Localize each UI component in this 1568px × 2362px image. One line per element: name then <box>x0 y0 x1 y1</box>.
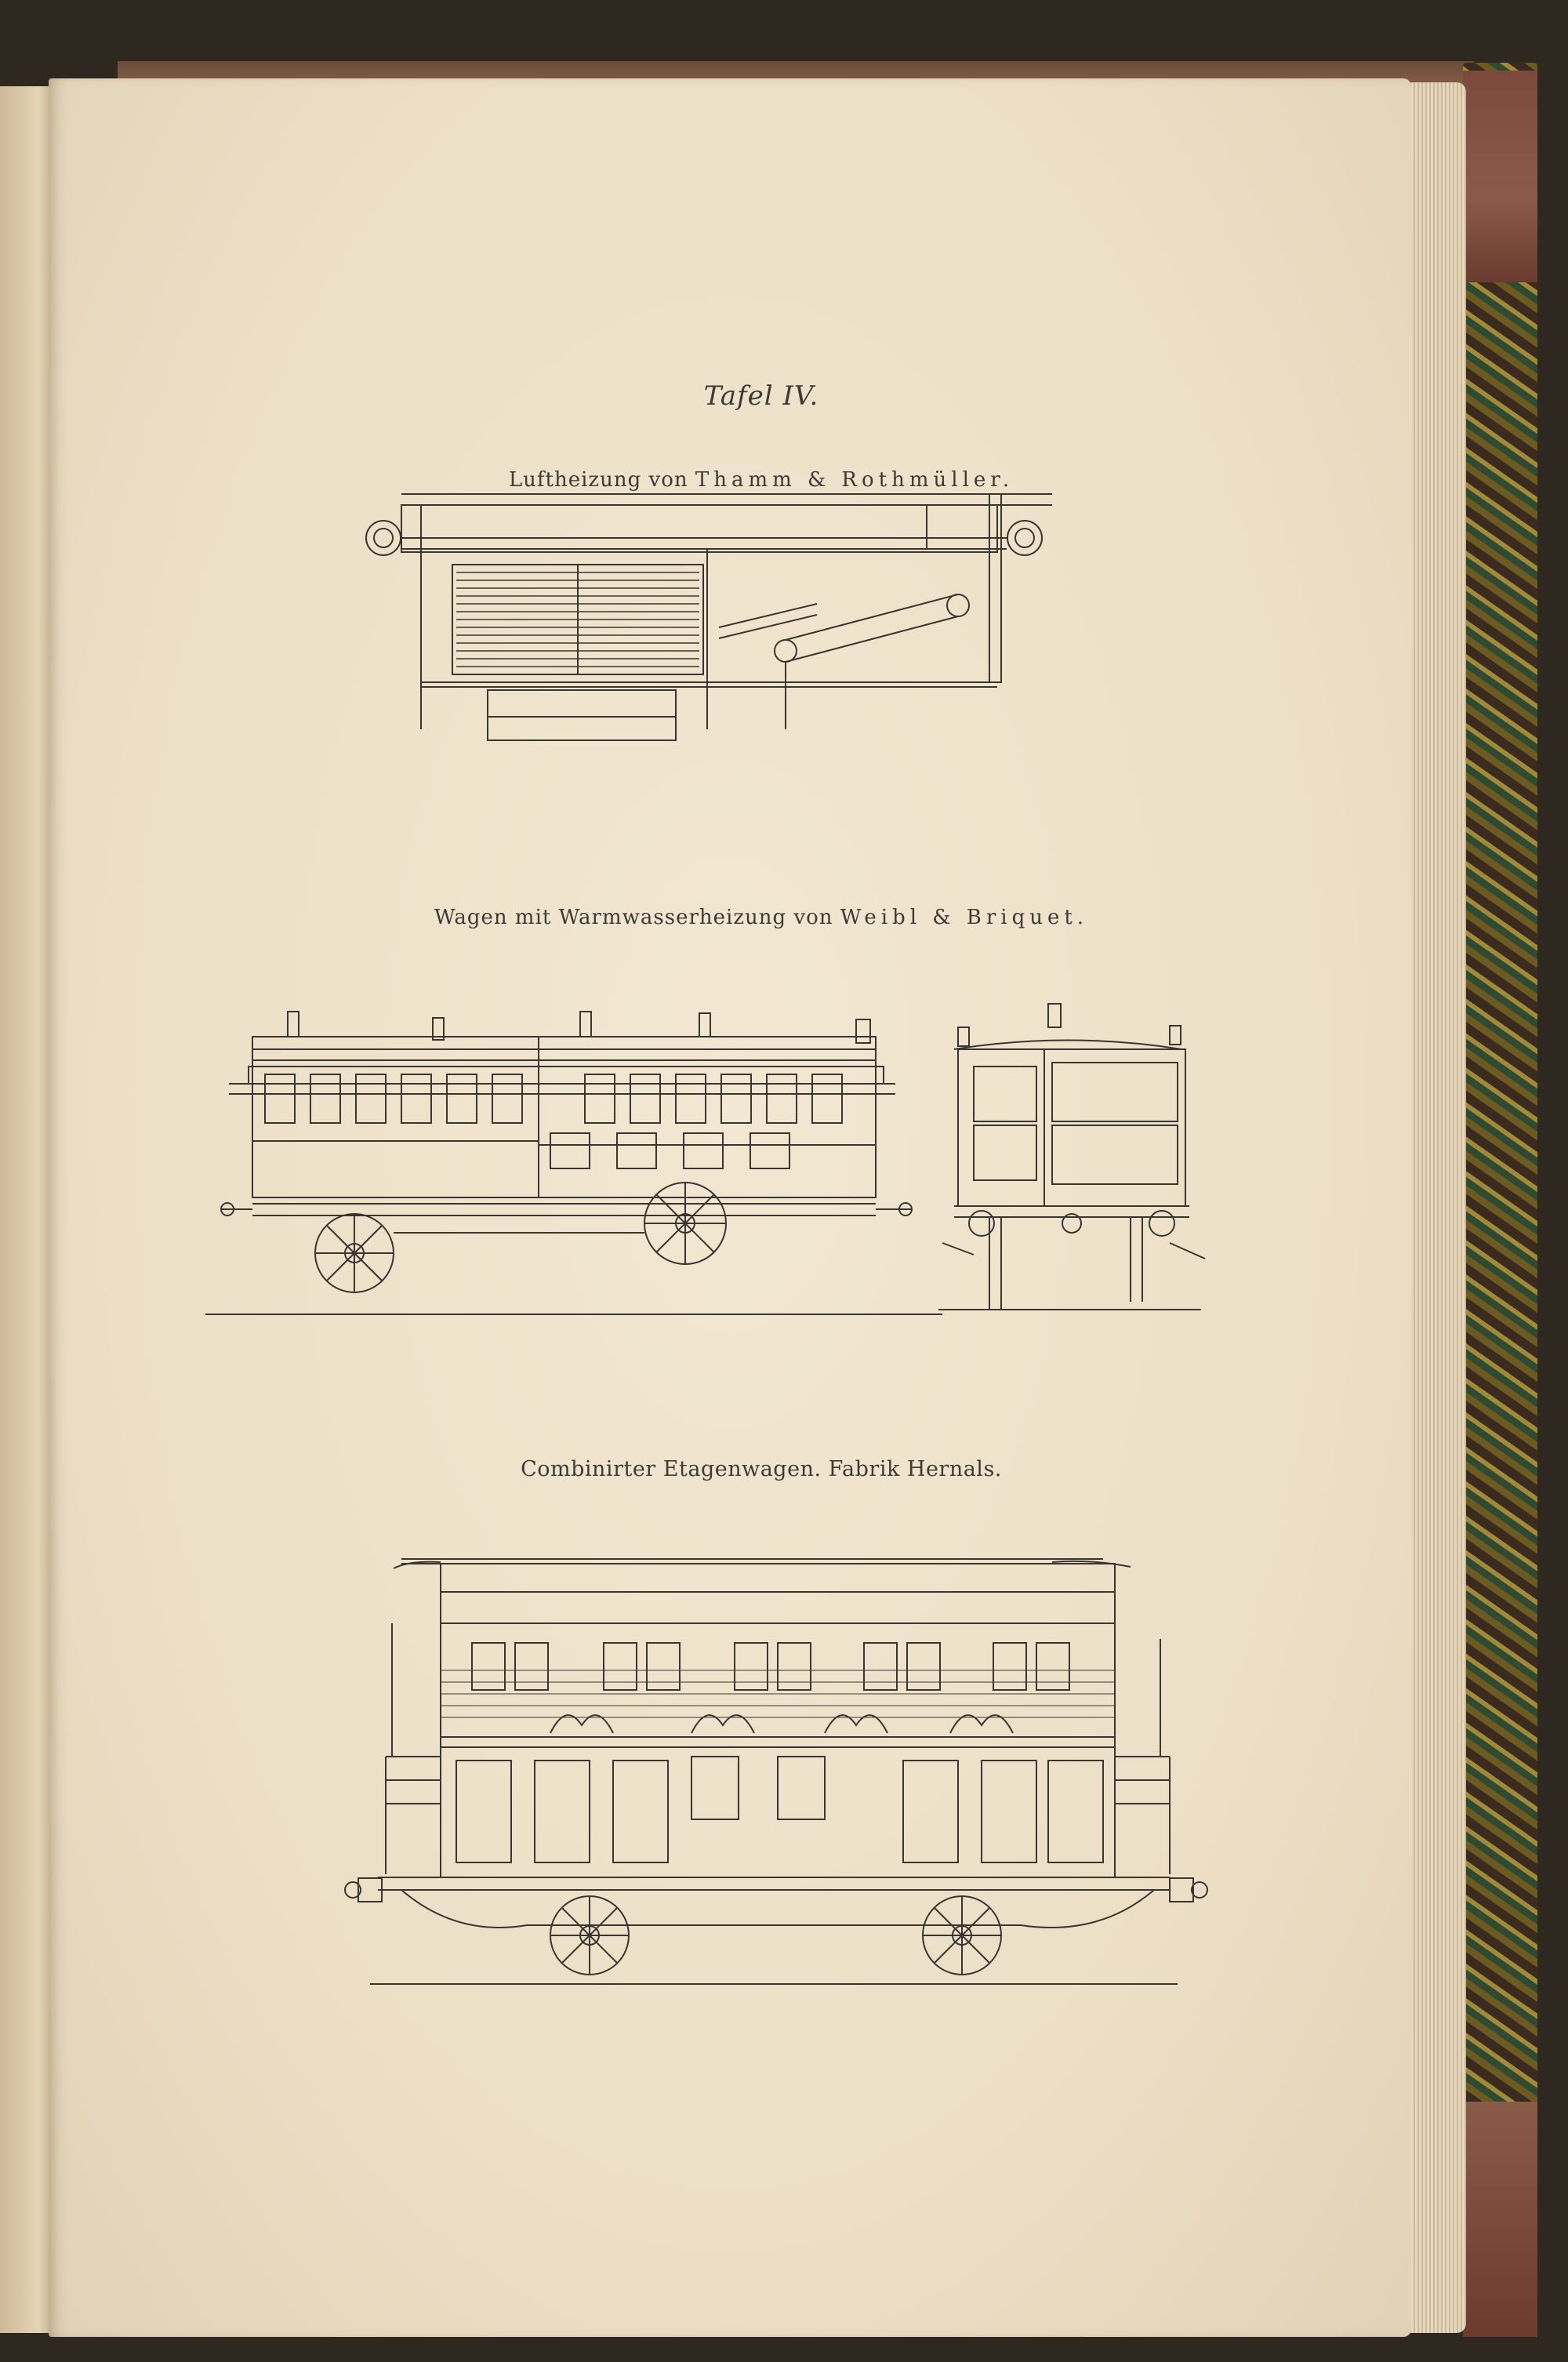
caption-maker: Weibl & Briquet. <box>840 906 1089 929</box>
figure-caption-double-deck-carriage: Combinirter Etagenwagen. Fabrik Hernals. <box>521 1457 1002 1481</box>
figure-caption-hot-water-carriage <box>49 906 1474 929</box>
book-page <box>49 78 1411 2337</box>
hot-water-carriage-side-view <box>205 988 974 1341</box>
marbled-edge <box>1463 63 1537 2329</box>
leather-corner-bottom <box>1463 2102 1537 2337</box>
double-deck-carriage-diagram <box>299 1545 1209 2031</box>
hot-water-carriage-end-view <box>935 988 1295 1325</box>
plate-title: Tafel IV. <box>703 380 819 412</box>
left-page-edge <box>0 86 55 2333</box>
caption-prefix: Wagen mit Warmwasserheizung von <box>434 906 840 929</box>
leather-corner-top <box>1463 71 1537 282</box>
caption-maker: Thamm & Rothmüller. <box>695 468 1014 492</box>
caption-prefix: Luftheizung von <box>508 468 695 492</box>
air-heating-diagram <box>347 471 1083 784</box>
